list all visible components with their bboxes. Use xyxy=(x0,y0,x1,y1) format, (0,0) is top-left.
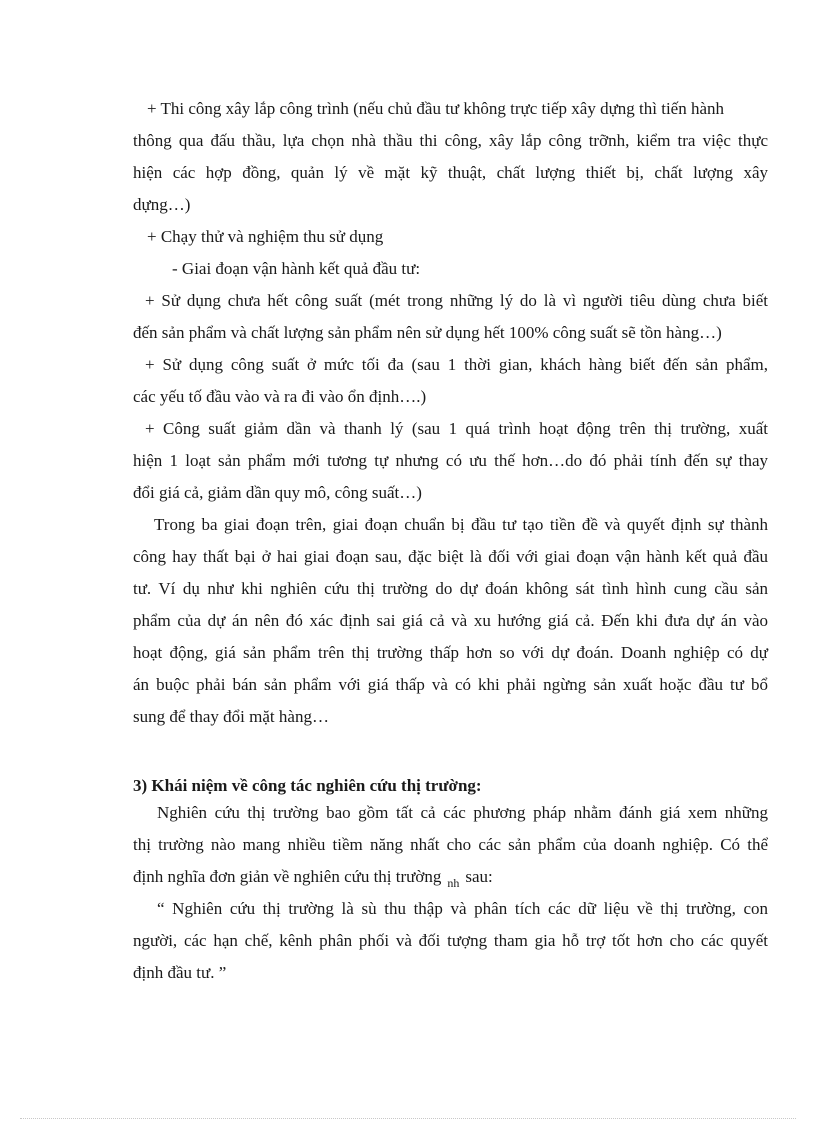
para-line: thị trường nào mang nhiều tiềm năng nhất cho các sản phẩm của doanh nghiệp. Có thể xyxy=(133,835,768,854)
para-line: dựng…) xyxy=(133,195,191,214)
para-line: Trong ba giai đoạn trên, giai đoạn chuẩn bị đầu tư tạo tiền đề và quyết định sự thành xyxy=(154,515,768,534)
para-line: phẩm của dự án nên đó xác định sai giá cả và xu hướng giá cả. Đến khi đưa dự án vào xyxy=(133,611,768,630)
para-line: các yếu tố đầu vào và ra đi vào ổn định….) xyxy=(133,387,427,406)
para-line: Nghiên cứu thị trường bao gồm tất cả các phương pháp nhằm đánh giá xem những xyxy=(157,803,768,822)
subscript-fragment: nh xyxy=(447,876,460,890)
para-line: + Sử dụng công suất ở mức tối đa (sau 1 thời gian, khách hàng biết đến sản phẩm, xyxy=(145,355,768,374)
para-line: đổi giá cả, giảm dần quy mô, công suất…) xyxy=(133,483,422,502)
quote-line: định đầu tư. ” xyxy=(133,963,227,982)
page-bottom-border xyxy=(20,1118,796,1119)
para-line: đến sản phẩm và chất lượng sản phẩm nên sử dụng hết 100% công suất sẽ tồn hàng…) xyxy=(133,323,722,342)
para-fragment: định nghĩa đơn giản về nghiên cứu thị trường xyxy=(133,867,442,886)
para-line: sung để thay đổi mặt hàng… xyxy=(133,707,329,726)
quote-line: người, các hạn chế, kênh phân phối và đối tượng tham gia hỗ trợ tốt hơn cho các quyết xyxy=(133,931,768,950)
para-line: + Sử dụng chưa hết công suất (mét trong những lý do là vì người tiêu dùng chưa biết xyxy=(145,291,768,310)
list-item: + Chạy thử và nghiệm thu sử dụng xyxy=(147,227,384,246)
para-fragment: sau: xyxy=(465,867,493,886)
para-line: hiện các hợp đồng, quản lý về mặt kỹ thuật, chất lượng thiết bị, chất lượng xây xyxy=(133,163,768,182)
para-line: tư. Ví dụ như khi nghiên cứu thị trường do dự đoán không sát tình hình cung cầu sản xyxy=(133,579,768,598)
para-line: hiện 1 loạt sản phẩm mới tương tự nhưng có ưu thế hơn…do đó phải tính đến sự thay xyxy=(133,451,768,470)
para-line: hoạt động, giá sản phẩm trên thị trường thấp hơn so với dự đoán. Doanh nghiệp có dự xyxy=(133,643,768,662)
quote-line: “ Nghiên cứu thị trường là sù thu thập và phân tích các dữ liệu về thị trường, con xyxy=(157,899,768,918)
para-line xyxy=(133,867,768,888)
para-line: án buộc phải bán sản phẩm với giá thấp và có khi phải ngừng sản xuất hoặc đầu tư bổ xyxy=(133,675,768,694)
section-subheading: - Giai đoạn vận hành kết quả đầu tư: xyxy=(172,259,421,278)
para-line: + Thi công xây lắp công trình (nếu chủ đầu tư không trực tiếp xây dựng thì tiến hành xyxy=(147,99,725,118)
para-line: công hay thất bại ở hai giai đoạn sau, đặc biệt là đối với giai đoạn vận hành kết quả đầu xyxy=(133,547,768,566)
section-heading: 3) Khái niệm về công tác nghiên cứu thị trường: xyxy=(133,776,482,795)
para-line: + Công suất giảm dần và thanh lý (sau 1 quá trình hoạt động trên thị trường, xuất xyxy=(145,419,768,438)
para-line: thông qua đấu thầu, lựa chọn nhà thầu thi công, xây lắp công trỡnh, kiểm tra việc thực xyxy=(133,131,768,150)
